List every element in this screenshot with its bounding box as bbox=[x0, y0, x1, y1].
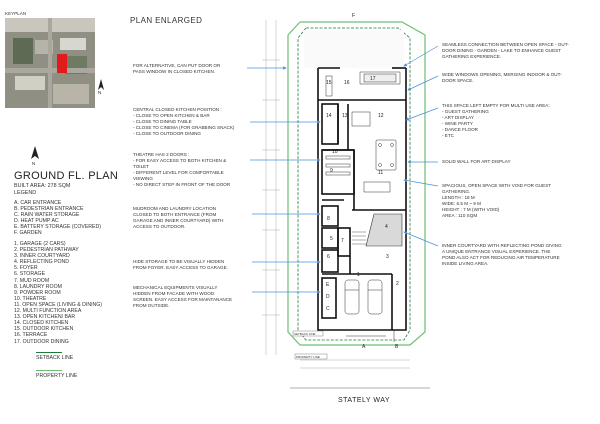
label-A: A bbox=[362, 344, 366, 350]
room-6: 6 bbox=[327, 254, 330, 260]
label-C: C bbox=[326, 306, 330, 312]
note-solid-wall: SOLID WALL FOR ART DISPLAY bbox=[442, 159, 511, 164]
property-line-label: PROPERTY LINE bbox=[36, 373, 78, 379]
note-seamless-connection: SEAMLESS CONNECTION BETWEEN OPEN SPACE - OUT- DOOR DINING - GARDEN - LAKE TO ENHANCE GUEST GATHERING EXPERIENCE. bbox=[442, 42, 569, 59]
legend-room-item: 3. INNER COURTYARD bbox=[14, 253, 70, 260]
label-D: D bbox=[326, 294, 330, 300]
legend-letter-item: A. CAR ENTRANCE bbox=[14, 200, 62, 206]
street-name: STATELY WAY bbox=[338, 397, 391, 404]
plan-title: PLAN ENLARGED bbox=[130, 16, 203, 25]
label-garden-F: F bbox=[352, 13, 356, 19]
legend-room-item: 9. POWDER ROOM bbox=[14, 289, 61, 296]
note-wide-windows: WIDE WINDOWS OPENING, MERGING INDOOR & OUT- DOOR SPACE. bbox=[442, 72, 562, 83]
note-mudroom: MUDROOM AND LAUNDRY LOCATION CLOSED TO BOTH ENTRANCE (FROM GARAGE AND INNER COURTYARD) WITH ACCESS TO OUTDOOR. bbox=[133, 206, 224, 229]
legend-room-item: 4. REFLECTING POND bbox=[14, 259, 70, 266]
label-B: B bbox=[395, 344, 399, 350]
legend-room-item: 8. LAUNDRY ROOM bbox=[14, 283, 62, 290]
room-15: 15 bbox=[326, 80, 332, 86]
room-8: 8 bbox=[327, 216, 330, 222]
note-multi-use: THIS SPACE LEFT EMPTY FOR MULTI USE AREA: - GUEST GATHERING - ART DISPLAY - WINE PARTY - DANCE FLOOR - ETC bbox=[442, 103, 550, 138]
house-walls bbox=[318, 68, 406, 330]
built-area: BUILT AREA: 278 SQM bbox=[14, 183, 71, 189]
legend-room-item: 2. PEDESTRIAN PATHWAY bbox=[14, 247, 79, 254]
legend-letter-item: D. HEAT PUMP AC bbox=[14, 218, 59, 225]
legend-room-item: 13. OPEN KITCHEN/ BAR bbox=[14, 314, 76, 321]
legend-letter-item: B. PEDESTRIAN ENTRANCE bbox=[14, 206, 84, 213]
setback-line-label: SETBACK LINE bbox=[36, 355, 74, 361]
legend-label: LEGEND bbox=[14, 190, 37, 196]
room-17: 17 bbox=[370, 76, 376, 82]
sheet-title: GROUND FL. PLAN bbox=[14, 170, 119, 182]
note-storage: HIDE STORAGE TO BE VISUALLY HIDDEN FROM FOYER. EASY ACCESS TO GARAGE. bbox=[133, 259, 228, 270]
room-16: 16 bbox=[344, 80, 350, 86]
room-11: 11 bbox=[378, 170, 384, 176]
svg-text:N: N bbox=[98, 90, 102, 94]
label-E: E bbox=[326, 282, 330, 288]
legend-room-item: 1. GARAGE (2 CARS) bbox=[14, 241, 66, 247]
legend-letter-item: F. GARDEN bbox=[14, 230, 42, 237]
leader-arrows bbox=[247, 46, 438, 292]
room-10: 10 bbox=[332, 149, 338, 155]
legend-letter-item: C. RAIN WATER STORAGE bbox=[14, 212, 80, 219]
room-3: 3 bbox=[386, 254, 389, 260]
legend-room-item: 7. MUD ROOM bbox=[14, 277, 50, 284]
legend-letter-item: E. BATTERY STORAGE (COVERED) bbox=[14, 224, 101, 231]
legend-room-item: 10. THEATRE bbox=[14, 295, 47, 302]
room-7: 7 bbox=[341, 238, 344, 244]
legend-room-item: 16. TERRACE bbox=[14, 332, 48, 339]
property-tag: PROPERTY LINE bbox=[296, 355, 320, 359]
legend-room-item: 14. CLOSED KITCHEN bbox=[14, 320, 69, 327]
note-theatre: THEATRE HAS 2 DOORS : - FOR EASY ACCESS TO BOTH KITCHEN & TOILET - DIFFERENT LEVEL FOR COMFORTABLE VIEWING - NO DIRECT STEP IN FRONT OF THE DOOR bbox=[133, 152, 231, 187]
note-inner-courtyard: INNER COURTYARD WITH REFLECTING POND GIVING A UNIQUE ENTRANCE VISUAL EXPERIENCE. THE POND ALSO ACT FOR REDUCING AIR TEMPERATURE INSIDE LIVING AREA. bbox=[442, 243, 562, 266]
note-open-space: SPACIOUS, OPEN SPACE WITH VOID FOR GUEST GATHERING. LENGTH : 18 M WIDE: 6.5 M ~ 9 M HEIGHT : 7 M (WITH VOID) AREA : 110 SQM bbox=[442, 183, 552, 218]
room-4: 4 bbox=[385, 224, 388, 230]
property-line bbox=[288, 22, 425, 345]
room-14: 14 bbox=[326, 113, 332, 119]
note-kitchen-door: FOR ALTERNATIVE, CAN PUT DOOR OR PASS WINDOW IN CLOSED KITCHEN. bbox=[133, 63, 221, 74]
legend-room-item: 12. MULTI FUNCTION AREA bbox=[14, 308, 82, 315]
reflecting-pond bbox=[366, 214, 402, 246]
setback-tag: SETBACK LINE bbox=[294, 332, 316, 336]
room-9: 9 bbox=[330, 168, 333, 174]
room-5: 5 bbox=[330, 236, 333, 242]
legend-room-item: 11. OPEN SPACE (LIVING & DINING) bbox=[14, 301, 103, 308]
legend-room-item: 6. STORAGE bbox=[14, 271, 46, 278]
room-1: 1 bbox=[357, 272, 360, 278]
room-13: 13 bbox=[342, 113, 348, 119]
svg-text:N: N bbox=[32, 161, 36, 165]
keyplan-label: KEYPLAN bbox=[5, 11, 27, 16]
legend-room-item: 5. FOYER bbox=[14, 265, 38, 272]
note-closed-kitchen: CENTRAL CLOSED KITCHEN POSITION : - CLOSE TO OPEN KITCHEN & BAR - CLOSE TO DINING TABLE - CLOSE TO CINEMA (FOR GRABBING SNACK) - CLOSE TO OUTDOOR DINING bbox=[133, 107, 235, 136]
note-mechanical: MECHANICAL EQUIPMENTS VISUALLY HIDDEN FROM FACADE WITH WOOD SCREEN. EASY ACCESS FOR MAINTANANCE FROM OUTSIDE. bbox=[133, 285, 233, 308]
room-2: 2 bbox=[396, 281, 399, 287]
legend-room-item: 17. OUTDOOR DINING bbox=[14, 338, 69, 345]
legend-room-item: 15. OUTDOOR KITCHEN bbox=[14, 326, 74, 333]
room-12: 12 bbox=[378, 113, 384, 119]
